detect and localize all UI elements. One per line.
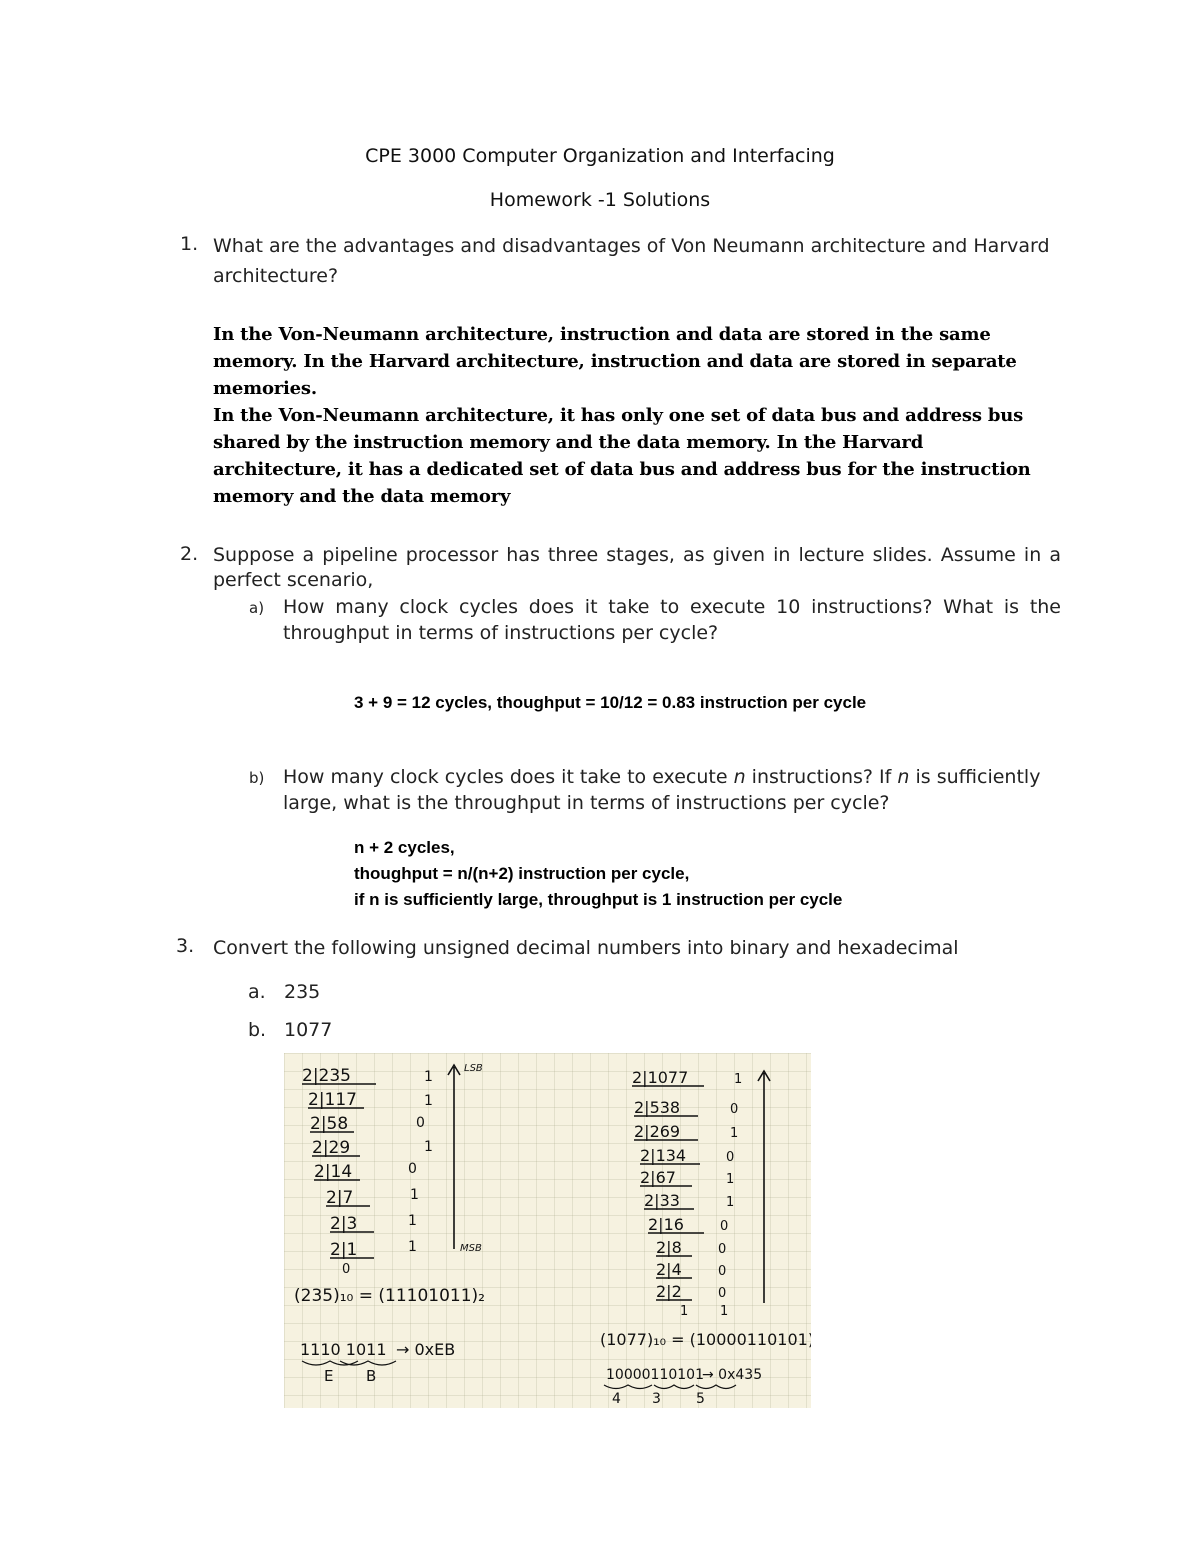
right-remainder: 0 bbox=[730, 1102, 739, 1117]
right-result: (1077)₁₀ = (10000110101)₂ bbox=[600, 1330, 811, 1349]
right-remainder: 0 bbox=[720, 1219, 729, 1234]
right-arrow-icon bbox=[758, 1071, 770, 1303]
q2b-label: b) bbox=[249, 769, 265, 787]
left-brace-icon bbox=[302, 1361, 396, 1365]
right-division: 2|2 bbox=[656, 1282, 682, 1301]
left-hex-result: → 0xEB bbox=[396, 1340, 456, 1359]
q2b-answer-line: if n is sufficiently large, throughput is 1 instruction per cycle bbox=[354, 890, 843, 909]
q2b-text: instructions? If bbox=[745, 766, 898, 788]
q2a-question-line: How many clock cycles does it take to execute 10 instructions? What is the bbox=[283, 596, 1061, 618]
right-hex-digit: 5 bbox=[696, 1391, 705, 1407]
left-result: (235)₁₀ = (11101011)₂ bbox=[294, 1286, 486, 1306]
q2-question bbox=[213, 543, 1061, 593]
q2-number: 2. bbox=[180, 543, 199, 565]
left-division: 2|235 bbox=[302, 1066, 351, 1086]
right-brace-icon bbox=[604, 1385, 736, 1389]
right-remainder: 1 bbox=[726, 1195, 735, 1210]
q2-question-line: Suppose a pipeline processor has three stages, as given in lecture slides. Assume in a bbox=[213, 544, 1061, 566]
q1-answer-line: memory. In the Harvard architecture, instruction and data are stored in separate bbox=[213, 351, 1017, 372]
q1-answer-line: In the Von-Neumann architecture, it has only one set of data bus and address bus bbox=[213, 405, 1024, 426]
left-division: 2|7 bbox=[326, 1188, 354, 1208]
left-remainder: 1 bbox=[410, 1187, 419, 1203]
left-division: 2|14 bbox=[314, 1162, 353, 1182]
right-division: 2|538 bbox=[634, 1098, 681, 1117]
right-division: 2|67 bbox=[640, 1168, 676, 1187]
course-title: CPE 3000 Computer Organization and Interfacing bbox=[365, 145, 835, 167]
q2b-question-line bbox=[283, 764, 1073, 790]
right-division: 2|1077 bbox=[632, 1068, 689, 1087]
left-remainder: 1 bbox=[408, 1239, 417, 1255]
q2b-answer-line: thoughput = n/(n+2) instruction per cycle, bbox=[354, 864, 690, 883]
q2b-text: How many clock cycles does it take to execute bbox=[283, 766, 734, 788]
q2b-var-n: n bbox=[897, 766, 910, 788]
q2b-answer-line: n + 2 cycles, bbox=[354, 838, 455, 857]
left-final-quotient: 0 bbox=[342, 1262, 351, 1277]
left-hex-digit: E bbox=[324, 1367, 334, 1385]
left-conversion bbox=[294, 1063, 485, 1385]
q2-question-line: perfect scenario, bbox=[213, 569, 374, 591]
q2a-question-line: throughput in terms of instructions per cycle? bbox=[283, 622, 719, 644]
q3-item-label: a. bbox=[248, 981, 266, 1003]
right-remainder: 0 bbox=[718, 1264, 727, 1279]
q2a-label: a) bbox=[249, 599, 265, 617]
right-division: 2|33 bbox=[644, 1191, 680, 1210]
right-hex-digit: 4 bbox=[612, 1391, 621, 1407]
q1-question-line: architecture? bbox=[213, 265, 339, 287]
right-division: 2|16 bbox=[648, 1215, 684, 1234]
q2b-var-n: n bbox=[733, 766, 746, 788]
left-division: 2|117 bbox=[308, 1090, 357, 1110]
right-remainder: 0 bbox=[726, 1150, 735, 1165]
q1-answer-line: In the Von-Neumann architecture, instruction and data are stored in the same bbox=[213, 324, 991, 345]
q1-question-line: What are the advantages and disadvantages of Von Neumann architecture and Harvard bbox=[213, 235, 1050, 257]
right-division: 2|4 bbox=[656, 1260, 682, 1279]
handwritten-notes bbox=[284, 1053, 811, 1408]
left-remainder: 1 bbox=[424, 1093, 433, 1109]
right-remainder: 1 bbox=[730, 1126, 739, 1141]
q1-answer-line: architecture, it has a dedicated set of data bus and address bus for the instruction bbox=[213, 459, 1031, 480]
left-division: 2|3 bbox=[330, 1214, 358, 1234]
lsb-label: LSB bbox=[464, 1063, 483, 1074]
document-title: Homework -1 Solutions bbox=[489, 189, 711, 211]
q3-number: 3. bbox=[176, 935, 195, 957]
right-remainder: 1 bbox=[726, 1172, 735, 1187]
right-hex-result: → 0x435 bbox=[702, 1367, 763, 1383]
q2a-answer: 3 + 9 = 12 cycles, thoughput = 10/12 = 0.83 instruction per cycle bbox=[354, 693, 867, 712]
q2b-question-line: large, what is the throughput in terms of instructions per cycle? bbox=[283, 792, 890, 814]
left-remainder: 0 bbox=[408, 1161, 417, 1177]
left-remainder: 1 bbox=[408, 1213, 417, 1229]
lsb-arrow-icon bbox=[448, 1065, 460, 1249]
right-conversion bbox=[600, 1068, 811, 1407]
left-remainder: 1 bbox=[424, 1139, 433, 1155]
q2b-answer bbox=[354, 835, 842, 913]
left-remainder: 1 bbox=[424, 1069, 433, 1085]
handwritten-notes-drawing bbox=[284, 1053, 811, 1408]
right-division: 2|134 bbox=[640, 1146, 687, 1165]
q2b-question bbox=[283, 764, 1073, 816]
q3-item-value: 1077 bbox=[284, 1019, 333, 1041]
right-remainder: 1 bbox=[734, 1072, 743, 1087]
msb-label: MSB bbox=[460, 1243, 482, 1254]
q1-answer-line: memories. bbox=[213, 378, 317, 399]
right-division: 2|8 bbox=[656, 1238, 682, 1257]
left-remainder: 0 bbox=[416, 1115, 425, 1131]
left-hex-bits: 1110 1011 bbox=[300, 1340, 387, 1359]
q2a-question bbox=[283, 594, 1061, 646]
left-hex-digit: B bbox=[366, 1367, 377, 1385]
right-division: 2|269 bbox=[634, 1122, 681, 1141]
right-hex-digit: 3 bbox=[652, 1391, 661, 1407]
q1-answer-line: memory and the data memory bbox=[213, 486, 511, 507]
q1-number: 1. bbox=[180, 233, 199, 255]
q2b-text: is sufficiently bbox=[909, 766, 1041, 788]
right-final-remainder: 1 bbox=[720, 1304, 729, 1319]
q1-question bbox=[213, 233, 1073, 289]
q3-item-value: 235 bbox=[284, 981, 321, 1003]
right-remainder: 0 bbox=[718, 1286, 727, 1301]
left-division: 2|1 bbox=[330, 1240, 358, 1260]
right-hex-bits: 10000110101 bbox=[606, 1367, 704, 1383]
right-final-quotient: 1 bbox=[680, 1304, 689, 1319]
q3-question: Convert the following unsigned decimal numbers into binary and hexadecimal bbox=[213, 937, 959, 959]
q1-answer bbox=[213, 321, 1093, 510]
left-division: 2|58 bbox=[310, 1114, 349, 1134]
q1-answer-line: shared by the instruction memory and the data memory. In the Harvard bbox=[213, 432, 924, 453]
q3-item-label: b. bbox=[248, 1019, 267, 1041]
left-division: 2|29 bbox=[312, 1138, 351, 1158]
right-remainder: 0 bbox=[718, 1242, 727, 1257]
